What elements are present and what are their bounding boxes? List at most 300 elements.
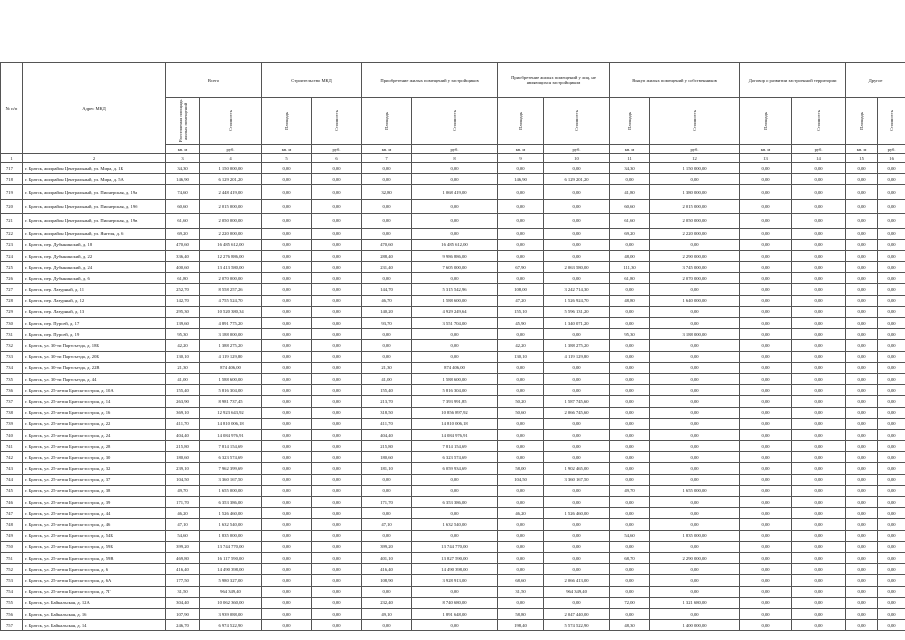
row-address: г. Братск, ул. 25-летия Братскгэсстроя, д. 28 bbox=[23, 441, 166, 452]
table-row bbox=[1, 586, 905, 597]
row-cell: 6 129 201,20 bbox=[544, 174, 610, 185]
row-cell: 48,30 bbox=[610, 620, 650, 631]
row-cell: 5 816 304,00 bbox=[412, 385, 498, 396]
row-cell: 0,00 bbox=[262, 418, 312, 429]
row-cell: 0,00 bbox=[610, 608, 650, 619]
row-cell: 0,00 bbox=[544, 239, 610, 250]
table-row bbox=[1, 597, 905, 608]
row-cell: 0,00 bbox=[544, 497, 610, 508]
row-cell: 0,00 bbox=[262, 452, 312, 463]
row-cell: 6 059 934,69 bbox=[412, 463, 498, 474]
row-cell: 0,00 bbox=[740, 586, 792, 597]
row-address: г. Братск, ул. 25-летия Братскгэсстроя, д. 54Б bbox=[23, 530, 166, 541]
row-cell: 104,50 bbox=[498, 474, 544, 485]
row-cell: 42,20 bbox=[498, 340, 544, 351]
row-cell: 0,00 bbox=[610, 474, 650, 485]
row-cell: 0,00 bbox=[610, 541, 650, 552]
row-cell: 10 856 897,92 bbox=[412, 407, 498, 418]
row-cell: 0,00 bbox=[312, 273, 362, 284]
row-address: г. Братск, пер. Дубынинский, д. 18 bbox=[23, 239, 166, 250]
row-cell: 1 588 600,00 bbox=[412, 373, 498, 384]
row-address: г. Братск, пер. Дубынинский, д. 6 bbox=[23, 273, 166, 284]
row-cell: 0,00 bbox=[262, 295, 312, 306]
row-cell: 2 050 000,00 bbox=[650, 214, 740, 228]
table-row bbox=[1, 214, 905, 228]
header-sub-area: Площадь bbox=[498, 98, 544, 145]
col-number: 13 bbox=[740, 154, 792, 163]
row-cell: 1 388 275,20 bbox=[544, 340, 610, 351]
row-cell: 0,00 bbox=[792, 250, 846, 261]
table-row bbox=[1, 552, 905, 563]
row-cell: 0,00 bbox=[362, 199, 412, 213]
row-cell: 0,00 bbox=[312, 608, 362, 619]
row-cell: 0,00 bbox=[792, 295, 846, 306]
unit-cost: руб. bbox=[878, 145, 905, 154]
row-cell: 0,00 bbox=[544, 228, 610, 239]
row-cell: 0,00 bbox=[262, 362, 312, 373]
table-row bbox=[1, 340, 905, 351]
row-cell: 104,50 bbox=[166, 474, 200, 485]
row-cell: 0,00 bbox=[792, 284, 846, 295]
row-cell: 0,00 bbox=[740, 174, 792, 185]
row-cell: 0,00 bbox=[262, 407, 312, 418]
row-number: 730 bbox=[1, 318, 23, 329]
row-cell: 0,00 bbox=[412, 586, 498, 597]
row-cell: 0,00 bbox=[792, 508, 846, 519]
row-number: 746 bbox=[1, 497, 23, 508]
row-cell: 0,00 bbox=[650, 306, 740, 317]
row-cell: 0,00 bbox=[792, 552, 846, 563]
row-cell: 0,00 bbox=[878, 295, 905, 306]
row-cell: 0,00 bbox=[362, 174, 412, 185]
row-cell: 0,00 bbox=[544, 597, 610, 608]
row-cell: 0,00 bbox=[312, 362, 362, 373]
row-cell: 0,00 bbox=[312, 474, 362, 485]
row-cell: 2 448 419,00 bbox=[200, 185, 262, 199]
row-address: г. Братск, жилрайон Центральный, ул. Мира, д. 1Б bbox=[23, 163, 166, 174]
row-cell: 0,00 bbox=[262, 586, 312, 597]
row-cell: 3 360 167,50 bbox=[200, 474, 262, 485]
row-cell: 0,00 bbox=[412, 508, 498, 519]
row-cell: 0,00 bbox=[846, 295, 878, 306]
row-cell: 49,70 bbox=[166, 485, 200, 496]
row-cell: 0,00 bbox=[846, 340, 878, 351]
row-cell: 49,10 bbox=[362, 608, 412, 619]
row-cell: 0,00 bbox=[610, 396, 650, 407]
row-cell: 180,60 bbox=[362, 452, 412, 463]
row-cell: 3 242 714,30 bbox=[544, 284, 610, 295]
row-cell: 0,00 bbox=[650, 396, 740, 407]
row-cell: 2 066 745,60 bbox=[544, 407, 610, 418]
row-cell: 0,00 bbox=[610, 362, 650, 373]
row-cell: 0,00 bbox=[792, 586, 846, 597]
row-cell: 0,00 bbox=[262, 340, 312, 351]
row-cell: 1 526 460,00 bbox=[200, 508, 262, 519]
row-cell: 0,00 bbox=[262, 541, 312, 552]
row-cell: 7 814 154,69 bbox=[412, 441, 498, 452]
row-cell: 0,00 bbox=[362, 508, 412, 519]
row-cell: 0,00 bbox=[262, 608, 312, 619]
row-cell: 0,00 bbox=[650, 407, 740, 418]
row-cell: 2 050 000,00 bbox=[200, 214, 262, 228]
row-cell: 0,00 bbox=[878, 262, 905, 273]
table-body bbox=[1, 163, 905, 631]
row-address: г. Братск, пер. Дубынинский, д. 22 bbox=[23, 250, 166, 261]
row-cell: 0,00 bbox=[846, 508, 878, 519]
row-cell: 0,00 bbox=[262, 329, 312, 340]
table-row bbox=[1, 541, 905, 552]
row-cell: 369,10 bbox=[166, 407, 200, 418]
header-sub-area: Площадь bbox=[262, 98, 312, 145]
row-cell: 0,00 bbox=[498, 519, 544, 530]
table-row bbox=[1, 485, 905, 496]
row-cell: 54,60 bbox=[610, 530, 650, 541]
row-cell: 0,00 bbox=[262, 396, 312, 407]
row-address: г. Братск, ул. 25-летия Братскгэсстроя, д. 59В bbox=[23, 552, 166, 563]
row-cell: 0,00 bbox=[362, 485, 412, 496]
unit-area: кв. м bbox=[166, 145, 200, 154]
table-row bbox=[1, 575, 905, 586]
row-cell: 0,00 bbox=[740, 228, 792, 239]
resettlement-table bbox=[0, 62, 905, 631]
row-cell: 0,00 bbox=[362, 273, 412, 284]
row-cell: 0,00 bbox=[498, 564, 544, 575]
row-number: 742 bbox=[1, 452, 23, 463]
row-cell: 95,30 bbox=[166, 329, 200, 340]
row-cell: 2 290 000,00 bbox=[650, 552, 740, 563]
row-cell: 0,00 bbox=[740, 474, 792, 485]
row-cell: 0,00 bbox=[312, 185, 362, 199]
row-cell: 0,00 bbox=[362, 340, 412, 351]
row-cell: 0,00 bbox=[878, 508, 905, 519]
row-number: 757 bbox=[1, 620, 23, 631]
table-row bbox=[1, 418, 905, 429]
table-row bbox=[1, 608, 905, 619]
row-cell: 14 810 006,18 bbox=[412, 418, 498, 429]
row-cell: 0,00 bbox=[878, 385, 905, 396]
row-cell: 107,90 bbox=[166, 608, 200, 619]
header-sub-cost: Стоимость bbox=[412, 98, 498, 145]
row-cell: 0,00 bbox=[412, 340, 498, 351]
row-cell: 0,00 bbox=[878, 441, 905, 452]
row-cell: 1 640 000,00 bbox=[650, 295, 740, 306]
row-cell: 0,00 bbox=[846, 318, 878, 329]
row-cell: 0,00 bbox=[740, 418, 792, 429]
row-cell: 0,00 bbox=[544, 441, 610, 452]
row-cell: 2 220 000,00 bbox=[650, 228, 740, 239]
row-cell: 1 588 600,00 bbox=[412, 295, 498, 306]
row-address: г. Братск, жилрайон Центральный, ул. Мира, д. 5А bbox=[23, 174, 166, 185]
row-cell: 0,00 bbox=[740, 239, 792, 250]
row-cell: 0,00 bbox=[846, 608, 878, 619]
row-cell: 0,00 bbox=[610, 441, 650, 452]
row-cell: 0,00 bbox=[878, 239, 905, 250]
row-cell: 0,00 bbox=[498, 362, 544, 373]
row-address: г. Братск, ул. 25-летия Братскгэсстроя, д. 24 bbox=[23, 429, 166, 440]
table-row bbox=[1, 452, 905, 463]
row-cell: 155,40 bbox=[362, 385, 412, 396]
row-cell: 0,00 bbox=[498, 199, 544, 213]
row-cell: 7 962 399,69 bbox=[200, 463, 262, 474]
unit-area: кв. м bbox=[362, 145, 412, 154]
row-cell: 0,00 bbox=[312, 340, 362, 351]
row-cell: 14 810 006,18 bbox=[200, 418, 262, 429]
row-cell: 0,00 bbox=[412, 474, 498, 485]
row-cell: 0,00 bbox=[610, 508, 650, 519]
row-cell: 0,00 bbox=[846, 552, 878, 563]
row-cell: 0,00 bbox=[878, 463, 905, 474]
row-cell: 0,00 bbox=[544, 418, 610, 429]
row-number: 744 bbox=[1, 474, 23, 485]
row-cell: 0,00 bbox=[878, 329, 905, 340]
row-cell: 0,00 bbox=[846, 185, 878, 199]
row-cell: 0,00 bbox=[610, 174, 650, 185]
row-cell: 0,00 bbox=[544, 163, 610, 174]
row-address: г. Братск, ул. Байкальская, д. 12А bbox=[23, 597, 166, 608]
row-cell: 61,80 bbox=[610, 273, 650, 284]
row-cell: 0,00 bbox=[846, 497, 878, 508]
row-cell: 139,60 bbox=[166, 318, 200, 329]
row-cell: 0,00 bbox=[740, 199, 792, 213]
row-cell: 1 835 000,00 bbox=[650, 530, 740, 541]
row-cell: 0,00 bbox=[740, 620, 792, 631]
row-cell: 0,00 bbox=[262, 530, 312, 541]
row-address: г. Братск, ул. 30-ти Партсъезда, д. 20Б bbox=[23, 351, 166, 362]
row-cell: 0,00 bbox=[650, 541, 740, 552]
row-cell: 0,00 bbox=[846, 351, 878, 362]
row-cell: 177,50 bbox=[166, 575, 200, 586]
row-address: г. Братск, жилрайон Центральный, ул. Янгеля, д. 6 bbox=[23, 228, 166, 239]
row-cell: 0,00 bbox=[312, 228, 362, 239]
row-cell: 0,00 bbox=[498, 418, 544, 429]
row-cell: 0,00 bbox=[740, 273, 792, 284]
row-cell: 0,00 bbox=[262, 575, 312, 586]
row-cell: 0,00 bbox=[498, 163, 544, 174]
row-cell: 470,60 bbox=[166, 239, 200, 250]
row-cell: 0,00 bbox=[650, 452, 740, 463]
row-cell: 0,00 bbox=[262, 508, 312, 519]
row-cell: 0,00 bbox=[846, 199, 878, 213]
row-cell: 181,10 bbox=[362, 463, 412, 474]
row-cell: 0,00 bbox=[262, 351, 312, 362]
row-cell: 0,00 bbox=[498, 485, 544, 496]
row-cell: 0,00 bbox=[740, 552, 792, 563]
row-cell: 0,00 bbox=[740, 340, 792, 351]
row-cell: 0,00 bbox=[312, 407, 362, 418]
row-cell: 10 062 360,00 bbox=[200, 597, 262, 608]
row-address: г. Братск, жилрайон Центральный, ул. Пионерская, д. 19б bbox=[23, 199, 166, 213]
row-cell: 12 276 886,00 bbox=[200, 250, 262, 261]
row-cell: 874 406,00 bbox=[200, 362, 262, 373]
row-cell: 146,90 bbox=[166, 174, 200, 185]
row-cell: 0,00 bbox=[650, 608, 740, 619]
row-cell: 0,00 bbox=[312, 508, 362, 519]
table-row bbox=[1, 284, 905, 295]
row-cell: 0,00 bbox=[740, 329, 792, 340]
row-cell: 0,00 bbox=[878, 575, 905, 586]
table-row bbox=[1, 273, 905, 284]
row-cell: 0,00 bbox=[544, 530, 610, 541]
row-cell: 54,60 bbox=[166, 530, 200, 541]
row-cell: 0,00 bbox=[262, 552, 312, 563]
row-cell: 68,70 bbox=[610, 552, 650, 563]
row-cell: 0,00 bbox=[262, 239, 312, 250]
row-cell: 0,00 bbox=[262, 485, 312, 496]
row-cell: 0,00 bbox=[262, 262, 312, 273]
row-cell: 3 928 913,00 bbox=[412, 575, 498, 586]
row-cell: 0,00 bbox=[846, 396, 878, 407]
row-cell: 32,80 bbox=[362, 185, 412, 199]
header-group-row bbox=[1, 63, 905, 98]
row-cell: 8 558 257,26 bbox=[200, 284, 262, 295]
row-cell: 0,00 bbox=[878, 519, 905, 530]
row-cell: 0,00 bbox=[498, 250, 544, 261]
row-cell: 16 117 590,00 bbox=[200, 552, 262, 563]
row-cell: 6 353 386,00 bbox=[412, 497, 498, 508]
row-cell: 0,00 bbox=[792, 318, 846, 329]
row-cell: 0,00 bbox=[740, 608, 792, 619]
row-address: г. Братск, ул. 30-ти Партсъезда, д. 18Б bbox=[23, 340, 166, 351]
row-cell: 0,00 bbox=[362, 474, 412, 485]
row-cell: 0,00 bbox=[846, 284, 878, 295]
row-cell: 2 015 000,00 bbox=[650, 199, 740, 213]
row-cell: 0,00 bbox=[262, 474, 312, 485]
row-cell: 0,00 bbox=[846, 597, 878, 608]
row-cell: 0,00 bbox=[362, 351, 412, 362]
row-cell: 0,00 bbox=[650, 418, 740, 429]
row-cell: 74,60 bbox=[166, 185, 200, 199]
row-cell: 0,00 bbox=[878, 351, 905, 362]
row-address: г. Братск, ул. 25-летия Братскгэсстроя, д. 44 bbox=[23, 508, 166, 519]
row-cell: 60,60 bbox=[166, 199, 200, 213]
row-cell: 0,00 bbox=[610, 385, 650, 396]
col-number: 2 bbox=[23, 154, 166, 163]
row-cell: 0,00 bbox=[740, 575, 792, 586]
row-cell: 198,40 bbox=[498, 620, 544, 631]
table-row bbox=[1, 396, 905, 407]
header-sub-cost: Стоимость bbox=[312, 98, 362, 145]
col-number: 10 bbox=[544, 154, 610, 163]
row-cell: 0,00 bbox=[544, 385, 610, 396]
row-cell: 1 835 000,00 bbox=[200, 530, 262, 541]
row-cell: 0,00 bbox=[740, 497, 792, 508]
row-cell: 0,00 bbox=[312, 385, 362, 396]
row-cell: 21,30 bbox=[166, 362, 200, 373]
row-cell: 0,00 bbox=[544, 329, 610, 340]
row-cell: 4 755 524,70 bbox=[200, 295, 262, 306]
row-cell: 0,00 bbox=[312, 452, 362, 463]
row-cell: 0,00 bbox=[312, 163, 362, 174]
row-cell: 0,00 bbox=[262, 284, 312, 295]
row-cell: 0,00 bbox=[498, 228, 544, 239]
row-cell: 0,00 bbox=[740, 163, 792, 174]
row-cell: 1 150 000,00 bbox=[650, 163, 740, 174]
row-cell: 0,00 bbox=[544, 199, 610, 213]
row-cell: 7 814 154,69 bbox=[200, 441, 262, 452]
row-cell: 41,00 bbox=[166, 373, 200, 384]
row-cell: 0,00 bbox=[792, 407, 846, 418]
row-cell: 3 745 000,00 bbox=[650, 262, 740, 273]
row-cell: 0,00 bbox=[878, 597, 905, 608]
row-cell: 2 063 580,00 bbox=[544, 262, 610, 273]
row-cell: 0,00 bbox=[878, 564, 905, 575]
row-cell: 0,00 bbox=[262, 273, 312, 284]
row-number: 743 bbox=[1, 463, 23, 474]
row-cell: 2 066 413,00 bbox=[544, 575, 610, 586]
row-cell: 0,00 bbox=[262, 597, 312, 608]
unit-area: кв. м bbox=[610, 145, 650, 154]
table-row bbox=[1, 199, 905, 213]
row-cell: 41,80 bbox=[610, 185, 650, 199]
row-number: 750 bbox=[1, 541, 23, 552]
row-cell: 171,70 bbox=[166, 497, 200, 508]
row-cell: 0,00 bbox=[610, 306, 650, 317]
row-cell: 0,00 bbox=[740, 485, 792, 496]
row-cell: 0,00 bbox=[792, 396, 846, 407]
row-cell: 0,00 bbox=[846, 228, 878, 239]
row-cell: 1 587 745,60 bbox=[544, 396, 610, 407]
unit-area: кв. м bbox=[740, 145, 792, 154]
row-cell: 108,90 bbox=[362, 575, 412, 586]
row-cell: 42,20 bbox=[166, 340, 200, 351]
row-number: 747 bbox=[1, 508, 23, 519]
row-cell: 0,00 bbox=[362, 163, 412, 174]
row-cell: 0,00 bbox=[846, 575, 878, 586]
row-cell: 1 526 924,70 bbox=[544, 295, 610, 306]
header-group-construction: Строительство МКД bbox=[262, 63, 362, 98]
row-cell: 0,00 bbox=[262, 519, 312, 530]
row-address: г. Братск, ул. 25-летия Братскгэсстроя, д. 10А bbox=[23, 385, 166, 396]
row-cell: 0,00 bbox=[312, 564, 362, 575]
row-cell: 0,00 bbox=[740, 429, 792, 440]
row-cell: 0,00 bbox=[740, 385, 792, 396]
col-number: 1 bbox=[1, 154, 23, 163]
table-row bbox=[1, 239, 905, 250]
row-cell: 1 321 680,00 bbox=[650, 597, 740, 608]
row-cell: 0,00 bbox=[846, 306, 878, 317]
table-row bbox=[1, 228, 905, 239]
row-cell: 231,40 bbox=[362, 262, 412, 273]
row-cell: 239,10 bbox=[166, 463, 200, 474]
col-number: 6 bbox=[312, 154, 362, 163]
row-cell: 0,00 bbox=[846, 262, 878, 273]
table-row bbox=[1, 441, 905, 452]
row-cell: 0,00 bbox=[792, 273, 846, 284]
row-cell: 0,00 bbox=[792, 228, 846, 239]
row-number: 736 bbox=[1, 385, 23, 396]
row-cell: 0,00 bbox=[610, 373, 650, 384]
row-cell: 0,00 bbox=[740, 541, 792, 552]
header-group-total: Всего bbox=[166, 63, 262, 98]
header-sub-area: Площадь bbox=[610, 98, 650, 145]
row-cell: 318,50 bbox=[362, 407, 412, 418]
row-cell: 0,00 bbox=[312, 396, 362, 407]
header-sub-cost: Стоимость bbox=[544, 98, 610, 145]
row-cell: 0,00 bbox=[846, 163, 878, 174]
unit-area: кв. м bbox=[262, 145, 312, 154]
table-row bbox=[1, 373, 905, 384]
row-cell: 155,40 bbox=[166, 385, 200, 396]
row-cell: 0,00 bbox=[792, 385, 846, 396]
row-cell: 0,00 bbox=[312, 530, 362, 541]
row-cell: 0,00 bbox=[498, 185, 544, 199]
row-cell: 140,20 bbox=[362, 306, 412, 317]
row-cell: 0,00 bbox=[846, 373, 878, 384]
col-number: 12 bbox=[650, 154, 740, 163]
row-cell: 0,00 bbox=[312, 485, 362, 496]
row-cell: 0,00 bbox=[312, 441, 362, 452]
table-row bbox=[1, 262, 905, 273]
